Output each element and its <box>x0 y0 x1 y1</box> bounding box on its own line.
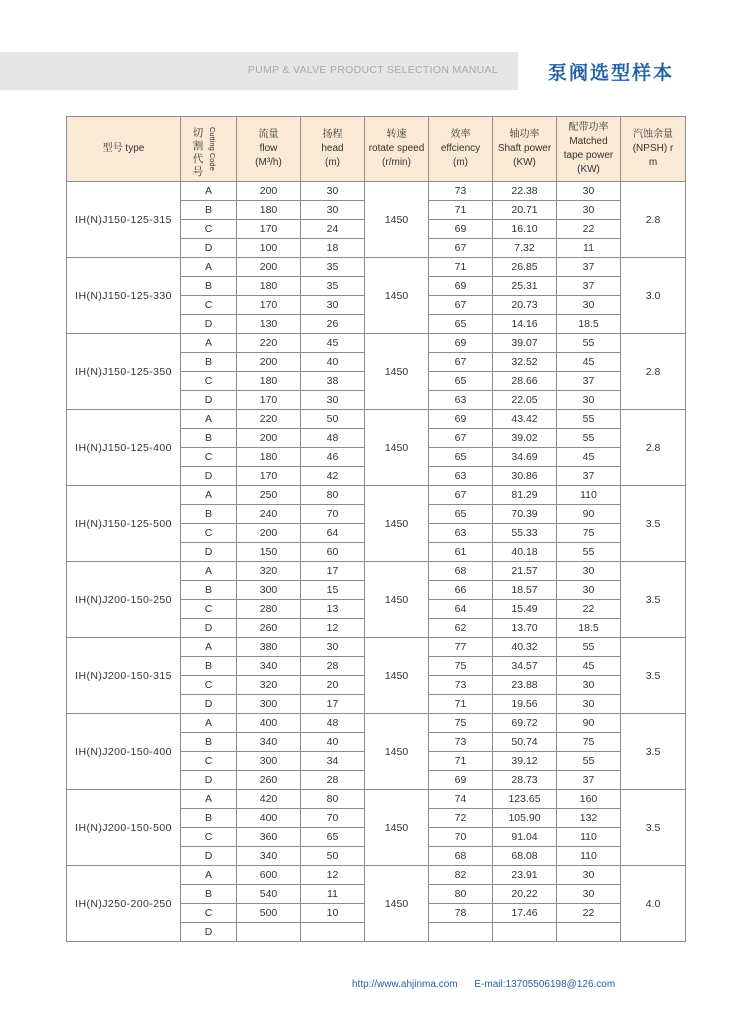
shaft-power-cell: 69.72 <box>493 714 557 733</box>
matched-power-cell: 110 <box>557 486 621 505</box>
matched-power-cell: 55 <box>557 429 621 448</box>
head-cell: 80 <box>301 790 365 809</box>
head-cell: 20 <box>301 676 365 695</box>
flow-cell: 180 <box>237 372 301 391</box>
head-cell: 48 <box>301 714 365 733</box>
flow-cell: 200 <box>237 429 301 448</box>
cutting-code-cell: B <box>181 657 237 676</box>
cutting-code-cell: C <box>181 676 237 695</box>
matched-power-cell: 75 <box>557 524 621 543</box>
model-cell: IH(N)J200-150-315 <box>67 638 181 714</box>
manual-title-en: PUMP & VALVE PRODUCT SELECTION MANUAL <box>247 64 498 76</box>
flow-cell: 200 <box>237 182 301 201</box>
header-efficiency: 效率 effciency (m) <box>429 117 493 182</box>
shaft-power-cell: 70.39 <box>493 505 557 524</box>
flow-cell: 220 <box>237 410 301 429</box>
head-cell: 12 <box>301 866 365 885</box>
shaft-power-cell: 22.38 <box>493 182 557 201</box>
efficiency-cell: 69 <box>429 220 493 239</box>
shaft-power-cell: 55.33 <box>493 524 557 543</box>
speed-cell: 1450 <box>365 410 429 486</box>
npsh-cell: 2.8 <box>621 410 686 486</box>
efficiency-cell: 63 <box>429 467 493 486</box>
flow-cell: 340 <box>237 847 301 866</box>
head-cell: 11 <box>301 885 365 904</box>
flow-cell: 400 <box>237 809 301 828</box>
shaft-power-cell: 14.16 <box>493 315 557 334</box>
shaft-power-cell: 91.04 <box>493 828 557 847</box>
shaft-power-cell: 16.10 <box>493 220 557 239</box>
shaft-power-cell: 20.73 <box>493 296 557 315</box>
shaft-power-cell <box>493 923 557 942</box>
cutting-code-cell: D <box>181 315 237 334</box>
efficiency-cell: 67 <box>429 429 493 448</box>
cutting-code-cell: B <box>181 733 237 752</box>
header-cutting-code: 切割代号 Cutting Code <box>181 117 237 182</box>
matched-power-cell: 18.5 <box>557 619 621 638</box>
efficiency-cell: 75 <box>429 714 493 733</box>
header-matched-power: 配带功率 Matched tape power (KW) <box>557 117 621 182</box>
head-cell: 26 <box>301 315 365 334</box>
efficiency-cell: 67 <box>429 239 493 258</box>
cutting-code-cell: A <box>181 638 237 657</box>
head-cell: 70 <box>301 505 365 524</box>
flow-cell: 240 <box>237 505 301 524</box>
matched-power-cell: 37 <box>557 372 621 391</box>
flow-cell: 200 <box>237 353 301 372</box>
head-cell: 30 <box>301 182 365 201</box>
shaft-power-cell: 21.57 <box>493 562 557 581</box>
efficiency-cell: 69 <box>429 410 493 429</box>
table-row <box>67 486 686 505</box>
efficiency-cell: 62 <box>429 619 493 638</box>
shaft-power-cell: 40.18 <box>493 543 557 562</box>
efficiency-cell: 64 <box>429 600 493 619</box>
head-cell: 17 <box>301 695 365 714</box>
head-cell: 15 <box>301 581 365 600</box>
head-cell: 48 <box>301 429 365 448</box>
matched-power-cell: 37 <box>557 258 621 277</box>
efficiency-cell: 73 <box>429 182 493 201</box>
cutting-code-cell: B <box>181 505 237 524</box>
cutting-code-cell: B <box>181 201 237 220</box>
shaft-power-cell: 13.70 <box>493 619 557 638</box>
header-npsh: 汽蚀余量 (NPSH) r m <box>621 117 686 182</box>
head-cell: 13 <box>301 600 365 619</box>
cutting-code-cell: C <box>181 220 237 239</box>
shaft-power-cell: 50.74 <box>493 733 557 752</box>
efficiency-cell: 82 <box>429 866 493 885</box>
matched-power-cell: 22 <box>557 904 621 923</box>
cutting-code-cell: C <box>181 448 237 467</box>
header-model-type: 型号 type <box>67 117 181 182</box>
footer-email: E-mail:13705506198@126.com <box>474 979 616 990</box>
matched-power-cell: 55 <box>557 410 621 429</box>
matched-power-cell: 22 <box>557 220 621 239</box>
cutting-code-cell: D <box>181 543 237 562</box>
table-row <box>67 182 686 201</box>
efficiency-cell: 69 <box>429 334 493 353</box>
head-cell: 42 <box>301 467 365 486</box>
efficiency-cell: 73 <box>429 733 493 752</box>
header-speed: 转速 rotate speed (r/min) <box>365 117 429 182</box>
flow-cell: 420 <box>237 790 301 809</box>
cutting-code-cell: A <box>181 866 237 885</box>
flow-cell: 340 <box>237 657 301 676</box>
model-cell: IH(N)J200-150-500 <box>67 790 181 866</box>
flow-cell: 300 <box>237 752 301 771</box>
shaft-power-cell: 39.07 <box>493 334 557 353</box>
flow-cell: 170 <box>237 467 301 486</box>
matched-power-cell: 55 <box>557 638 621 657</box>
efficiency-cell: 65 <box>429 448 493 467</box>
head-cell: 30 <box>301 201 365 220</box>
head-cell: 12 <box>301 619 365 638</box>
head-cell: 35 <box>301 258 365 277</box>
table-row <box>67 334 686 353</box>
speed-cell: 1450 <box>365 638 429 714</box>
table-row <box>67 638 686 657</box>
cutting-code-cell: D <box>181 391 237 410</box>
efficiency-cell: 67 <box>429 296 493 315</box>
head-cell: 65 <box>301 828 365 847</box>
model-cell: IH(N)J150-125-350 <box>67 334 181 410</box>
shaft-power-cell: 28.73 <box>493 771 557 790</box>
efficiency-cell: 72 <box>429 809 493 828</box>
cutting-code-cell: C <box>181 904 237 923</box>
head-cell: 80 <box>301 486 365 505</box>
cutting-code-cell: B <box>181 429 237 448</box>
efficiency-cell: 77 <box>429 638 493 657</box>
head-cell: 38 <box>301 372 365 391</box>
speed-cell: 1450 <box>365 714 429 790</box>
efficiency-cell: 71 <box>429 258 493 277</box>
efficiency-cell: 78 <box>429 904 493 923</box>
cutting-code-cell: B <box>181 885 237 904</box>
header-flow: 流量 flow (M³/h) <box>237 117 301 182</box>
flow-cell: 500 <box>237 904 301 923</box>
flow-cell <box>237 923 301 942</box>
flow-cell: 300 <box>237 581 301 600</box>
shaft-power-cell: 123.65 <box>493 790 557 809</box>
head-cell: 28 <box>301 771 365 790</box>
cutting-code-cell: A <box>181 790 237 809</box>
efficiency-cell <box>429 923 493 942</box>
flow-cell: 320 <box>237 676 301 695</box>
cutting-code-cell: A <box>181 258 237 277</box>
matched-power-cell: 30 <box>557 885 621 904</box>
model-cell: IH(N)J200-150-250 <box>67 562 181 638</box>
flow-cell: 220 <box>237 334 301 353</box>
efficiency-cell: 63 <box>429 524 493 543</box>
flow-cell: 250 <box>237 486 301 505</box>
cutting-code-cell: B <box>181 277 237 296</box>
efficiency-cell: 75 <box>429 657 493 676</box>
matched-power-cell: 30 <box>557 562 621 581</box>
head-cell: 46 <box>301 448 365 467</box>
flow-cell: 540 <box>237 885 301 904</box>
efficiency-cell: 65 <box>429 372 493 391</box>
flow-cell: 180 <box>237 448 301 467</box>
efficiency-cell: 71 <box>429 695 493 714</box>
shaft-power-cell: 105.90 <box>493 809 557 828</box>
matched-power-cell: 110 <box>557 847 621 866</box>
matched-power-cell: 45 <box>557 448 621 467</box>
npsh-cell: 3.5 <box>621 790 686 866</box>
shaft-power-cell: 34.57 <box>493 657 557 676</box>
shaft-power-cell: 15.49 <box>493 600 557 619</box>
flow-cell: 130 <box>237 315 301 334</box>
head-cell: 50 <box>301 410 365 429</box>
table-header-row <box>67 117 686 182</box>
shaft-power-cell: 7.32 <box>493 239 557 258</box>
cutting-code-cell: D <box>181 619 237 638</box>
shaft-power-cell: 20.71 <box>493 201 557 220</box>
efficiency-cell: 68 <box>429 847 493 866</box>
matched-power-cell: 37 <box>557 467 621 486</box>
cutting-code-cell: B <box>181 353 237 372</box>
matched-power-cell: 132 <box>557 809 621 828</box>
model-cell: IH(N)J150-125-330 <box>67 258 181 334</box>
cutting-code-cell: D <box>181 695 237 714</box>
model-cell: IH(N)J250-200-250 <box>67 866 181 942</box>
cutting-code-cell: A <box>181 182 237 201</box>
shaft-power-cell: 18.57 <box>493 581 557 600</box>
matched-power-cell: 30 <box>557 201 621 220</box>
npsh-cell: 2.8 <box>621 182 686 258</box>
flow-cell: 300 <box>237 695 301 714</box>
matched-power-cell: 45 <box>557 657 621 676</box>
speed-cell: 1450 <box>365 866 429 942</box>
header-head: 扬程 head (m) <box>301 117 365 182</box>
cutting-code-cell: C <box>181 524 237 543</box>
npsh-cell: 3.5 <box>621 638 686 714</box>
speed-cell: 1450 <box>365 562 429 638</box>
cutting-code-cell: D <box>181 239 237 258</box>
shaft-power-cell: 22.05 <box>493 391 557 410</box>
table-body <box>67 182 686 942</box>
flow-cell: 100 <box>237 239 301 258</box>
matched-power-cell: 45 <box>557 353 621 372</box>
speed-cell: 1450 <box>365 486 429 562</box>
table-row <box>67 410 686 429</box>
cutting-code-cell: C <box>181 296 237 315</box>
head-cell: 70 <box>301 809 365 828</box>
footer-contact <box>352 979 615 990</box>
shaft-power-cell: 39.02 <box>493 429 557 448</box>
matched-power-cell: 30 <box>557 182 621 201</box>
head-cell: 34 <box>301 752 365 771</box>
shaft-power-cell: 19.56 <box>493 695 557 714</box>
flow-cell: 170 <box>237 296 301 315</box>
matched-power-cell: 30 <box>557 581 621 600</box>
cutting-code-cell: D <box>181 923 237 942</box>
head-cell: 30 <box>301 391 365 410</box>
flow-cell: 600 <box>237 866 301 885</box>
footer-website-link[interactable]: http://www.ahjinma.com <box>352 979 458 990</box>
efficiency-cell: 67 <box>429 486 493 505</box>
npsh-cell: 3.5 <box>621 714 686 790</box>
head-cell: 24 <box>301 220 365 239</box>
npsh-cell: 4.0 <box>621 866 686 942</box>
matched-power-cell: 30 <box>557 695 621 714</box>
efficiency-cell: 69 <box>429 277 493 296</box>
efficiency-cell: 68 <box>429 562 493 581</box>
cutting-code-cell: A <box>181 714 237 733</box>
shaft-power-cell: 81.29 <box>493 486 557 505</box>
head-cell: 30 <box>301 296 365 315</box>
flow-cell: 380 <box>237 638 301 657</box>
matched-power-cell: 55 <box>557 334 621 353</box>
efficiency-cell: 69 <box>429 771 493 790</box>
matched-power-cell: 37 <box>557 771 621 790</box>
shaft-power-cell: 26.85 <box>493 258 557 277</box>
npsh-cell: 3.0 <box>621 258 686 334</box>
matched-power-cell: 110 <box>557 828 621 847</box>
npsh-cell: 2.8 <box>621 334 686 410</box>
flow-cell: 200 <box>237 258 301 277</box>
flow-cell: 340 <box>237 733 301 752</box>
efficiency-cell: 70 <box>429 828 493 847</box>
npsh-cell: 3.5 <box>621 562 686 638</box>
cutting-code-cell: B <box>181 581 237 600</box>
shaft-power-cell: 30.86 <box>493 467 557 486</box>
cutting-code-cell: A <box>181 486 237 505</box>
matched-power-cell: 30 <box>557 676 621 695</box>
speed-cell: 1450 <box>365 258 429 334</box>
matched-power-cell: 160 <box>557 790 621 809</box>
header-shaft-power: 轴功率 Shaft power (KW) <box>493 117 557 182</box>
flow-cell: 170 <box>237 220 301 239</box>
flow-cell: 320 <box>237 562 301 581</box>
shaft-power-cell: 32.52 <box>493 353 557 372</box>
matched-power-cell: 11 <box>557 239 621 258</box>
cutting-code-cell: C <box>181 752 237 771</box>
efficiency-cell: 65 <box>429 315 493 334</box>
matched-power-cell: 90 <box>557 714 621 733</box>
head-cell: 45 <box>301 334 365 353</box>
cutting-code-cell: A <box>181 410 237 429</box>
cutting-code-cell: D <box>181 467 237 486</box>
head-cell: 40 <box>301 733 365 752</box>
table-row <box>67 258 686 277</box>
matched-power-cell: 18.5 <box>557 315 621 334</box>
cutting-code-cell: B <box>181 809 237 828</box>
npsh-cell: 3.5 <box>621 486 686 562</box>
matched-power-cell: 30 <box>557 866 621 885</box>
flow-cell: 260 <box>237 619 301 638</box>
cutting-code-cell: D <box>181 771 237 790</box>
flow-cell: 260 <box>237 771 301 790</box>
head-cell: 30 <box>301 638 365 657</box>
cutting-code-cell: A <box>181 562 237 581</box>
matched-power-cell: 22 <box>557 600 621 619</box>
efficiency-cell: 66 <box>429 581 493 600</box>
shaft-power-cell: 34.69 <box>493 448 557 467</box>
matched-power-cell: 30 <box>557 296 621 315</box>
header-banner <box>0 52 518 90</box>
shaft-power-cell: 40.32 <box>493 638 557 657</box>
flow-cell: 180 <box>237 201 301 220</box>
matched-power-cell: 55 <box>557 543 621 562</box>
cutting-code-cell: C <box>181 372 237 391</box>
flow-cell: 280 <box>237 600 301 619</box>
matched-power-cell: 30 <box>557 391 621 410</box>
model-cell: IH(N)J150-125-500 <box>67 486 181 562</box>
shaft-power-cell: 25.31 <box>493 277 557 296</box>
table-row <box>67 866 686 885</box>
flow-cell: 180 <box>237 277 301 296</box>
efficiency-cell: 74 <box>429 790 493 809</box>
model-cell: IH(N)J200-150-400 <box>67 714 181 790</box>
efficiency-cell: 61 <box>429 543 493 562</box>
shaft-power-cell: 23.88 <box>493 676 557 695</box>
speed-cell: 1450 <box>365 334 429 410</box>
cutting-code-cell: C <box>181 828 237 847</box>
head-cell: 18 <box>301 239 365 258</box>
flow-cell: 360 <box>237 828 301 847</box>
speed-cell: 1450 <box>365 182 429 258</box>
head-cell: 35 <box>301 277 365 296</box>
cutting-code-cell: A <box>181 334 237 353</box>
shaft-power-cell: 17.46 <box>493 904 557 923</box>
efficiency-cell: 65 <box>429 505 493 524</box>
shaft-power-cell: 28.66 <box>493 372 557 391</box>
head-cell: 60 <box>301 543 365 562</box>
matched-power-cell <box>557 923 621 942</box>
manual-title-cn: 泵阀选型样本 <box>548 62 675 84</box>
efficiency-cell: 73 <box>429 676 493 695</box>
flow-cell: 400 <box>237 714 301 733</box>
shaft-power-cell: 68.08 <box>493 847 557 866</box>
table-row <box>67 562 686 581</box>
head-cell: 17 <box>301 562 365 581</box>
head-cell: 40 <box>301 353 365 372</box>
head-cell: 10 <box>301 904 365 923</box>
efficiency-cell: 67 <box>429 353 493 372</box>
speed-cell: 1450 <box>365 790 429 866</box>
matched-power-cell: 37 <box>557 277 621 296</box>
flow-cell: 200 <box>237 524 301 543</box>
head-cell: 64 <box>301 524 365 543</box>
model-cell: IH(N)J150-125-315 <box>67 182 181 258</box>
efficiency-cell: 63 <box>429 391 493 410</box>
shaft-power-cell: 23.91 <box>493 866 557 885</box>
head-cell: 28 <box>301 657 365 676</box>
flow-cell: 150 <box>237 543 301 562</box>
shaft-power-cell: 43.42 <box>493 410 557 429</box>
shaft-power-cell: 39.12 <box>493 752 557 771</box>
pump-spec-table <box>66 116 686 942</box>
table-row <box>67 714 686 733</box>
head-cell: 50 <box>301 847 365 866</box>
head-cell <box>301 923 365 942</box>
table-row <box>67 790 686 809</box>
efficiency-cell: 80 <box>429 885 493 904</box>
efficiency-cell: 71 <box>429 752 493 771</box>
cutting-code-cell: D <box>181 847 237 866</box>
shaft-power-cell: 20.22 <box>493 885 557 904</box>
matched-power-cell: 55 <box>557 752 621 771</box>
cutting-code-cell: C <box>181 600 237 619</box>
model-cell: IH(N)J150-125-400 <box>67 410 181 486</box>
efficiency-cell: 71 <box>429 201 493 220</box>
matched-power-cell: 90 <box>557 505 621 524</box>
flow-cell: 170 <box>237 391 301 410</box>
matched-power-cell: 75 <box>557 733 621 752</box>
